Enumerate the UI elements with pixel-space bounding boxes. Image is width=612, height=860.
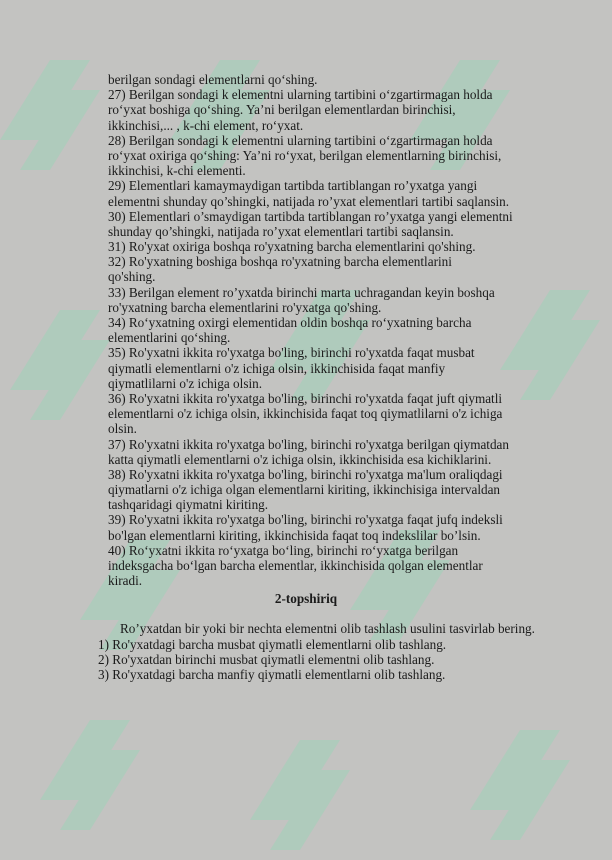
text-line: 33) Berilgan element ro’yxatda birinchi marta uchragandan keyin boshqa bbox=[108, 284, 495, 300]
watermark-logo-icon bbox=[20, 680, 150, 840]
text-line: 28) Berilgan sondagi k elementni ularning tartibini o‘zgartirmagan holda bbox=[108, 132, 493, 148]
task-item: 3) Ro'yxatdagi barcha manfiy qiymatli elementlarni olib tashlang. bbox=[98, 666, 446, 682]
text-line: kiradi. bbox=[108, 573, 143, 589]
text-line: shunday qo’shingki, natijada ro’yxat elementlari tartibi saqlansin. bbox=[108, 223, 454, 239]
text-line: 40) Ro‘yxatni ikkita ro‘yxatga bo‘ling, birinchi ro‘yxatga berilgan bbox=[108, 542, 459, 558]
text-line: 34) Ro‘yxatning oxirgi elementidan oldin boshqa ro‘yxatning barcha bbox=[108, 315, 472, 330]
text-line: 32) Ro'yxatning boshiga boshqa ro'yxatning barcha elementlarini bbox=[108, 254, 452, 270]
text-line: elementlarini qo‘shing. bbox=[108, 330, 231, 346]
text-line: qiymatli elementlarni o'z ichiga olsin, ikkinchisida faqat manfiy bbox=[108, 360, 446, 376]
watermark-logo-icon bbox=[230, 700, 360, 860]
text-line: 35) Ro'yxatni ikkita ro'yxatga bo'ling, birinchi ro'yxatda faqat musbat bbox=[108, 345, 475, 361]
text-line: ro‘yxat oxiriga qo‘shing: Ya’ni ro‘yxat, berilgan elementlarning birinchisi, bbox=[108, 147, 502, 163]
text-line: ro'yxatning barcha elementlarini ro'yxatga qo'shing. bbox=[108, 299, 382, 315]
text-line: ro‘yxat boshiga qo‘shing. Ya’ni berilgan elementlardan birinchisi, bbox=[108, 102, 456, 118]
text-line: qo'shing. bbox=[108, 269, 156, 285]
section-heading: 2-topshiriq bbox=[274, 591, 338, 607]
text-line: qiymatlilarni o'z ichiga olsin. bbox=[108, 375, 263, 391]
task-item: 1) Ro'yxatdagi barcha musbat qiymatli elementlarni olib tashlang. bbox=[98, 636, 447, 652]
text-line: 30) Elementlari o’smaydigan tartibda tartiblangan ro’yxatga yangi elementni bbox=[108, 208, 513, 224]
text-line: elementni shunday qo’shingki, natijada ro’yxat elementlari tartibi saqlansin. bbox=[108, 193, 510, 209]
task-item: 2) Ro'yxatdan birinchi musbat qiymatli elementni olib tashlang. bbox=[98, 651, 435, 667]
text-line: tashqaridagi qiymatni kiriting. bbox=[108, 497, 269, 513]
text-line: bo'lgan elementlarni kiriting, ikkinchisida faqat toq indekslilar bo’lsin. bbox=[108, 527, 481, 543]
text-line: 38) Ro'yxatni ikkita ro'yxatga bo'ling, birinchi ro'yxatga ma'lum oraliqdagi bbox=[108, 466, 503, 482]
text-line: indeksgacha bo‘lgan barcha elementlar, ikkinchisida qolgan elementlar bbox=[108, 558, 483, 573]
watermark-logo-icon bbox=[450, 690, 580, 850]
section-intro: Ro’yxatdan bir yoki bir nechta elementni olib tashlash usulini tasvirlab bering. bbox=[120, 621, 535, 637]
text-line: 29) Elementlari kamaymaydigan tartibda tartiblangan ro’yxatga yangi bbox=[108, 178, 478, 194]
text-line: elementlarni o'z ichiga olsin, ikkinchisida faqat toq qiymatlilarni o'z ichiga bbox=[108, 406, 503, 422]
text-line: 37) Ro'yxatni ikkita ro'yxatga bo'ling, birinchi ro'yxatga berilgan qiymatdan bbox=[108, 436, 510, 452]
document-body bbox=[0, 72, 612, 682]
text-line: 36) Ro'yxatni ikkita ro'yxatga bo'ling, birinchi ro'yxatda faqat juft qiymatli bbox=[108, 390, 503, 406]
text-line: katta qiymatli elementlarni o'z ichiga olsin, ikkinchisida esa kichiklarini. bbox=[108, 451, 492, 467]
text-line: qiymatlarni o'z ichiga olgan elementlarni kiriting, ikkinchisiga intervaldan bbox=[108, 482, 501, 498]
text-line: 31) Ro'yxat oxiriga boshqa ro'yxatning barcha elementlarini qo'shing. bbox=[108, 239, 476, 255]
text-line: olsin. bbox=[108, 421, 137, 437]
text-line: ikkinchisi,... , k-chi element, ro‘yxat. bbox=[108, 117, 304, 133]
text-line: 39) Ro'yxatni ikkita ro'yxatga bo'ling, birinchi ro'yxatga faqat jufq indeksli bbox=[108, 512, 503, 528]
text-line: 27) Berilgan sondagi k elementni ularning tartibini o‘zgartirmagan holda bbox=[108, 87, 493, 103]
text-line: berilgan sondagi elementlarni qo‘shing. bbox=[108, 72, 318, 87]
text-line: ikkinchisi, k-chi elementi. bbox=[108, 163, 246, 179]
